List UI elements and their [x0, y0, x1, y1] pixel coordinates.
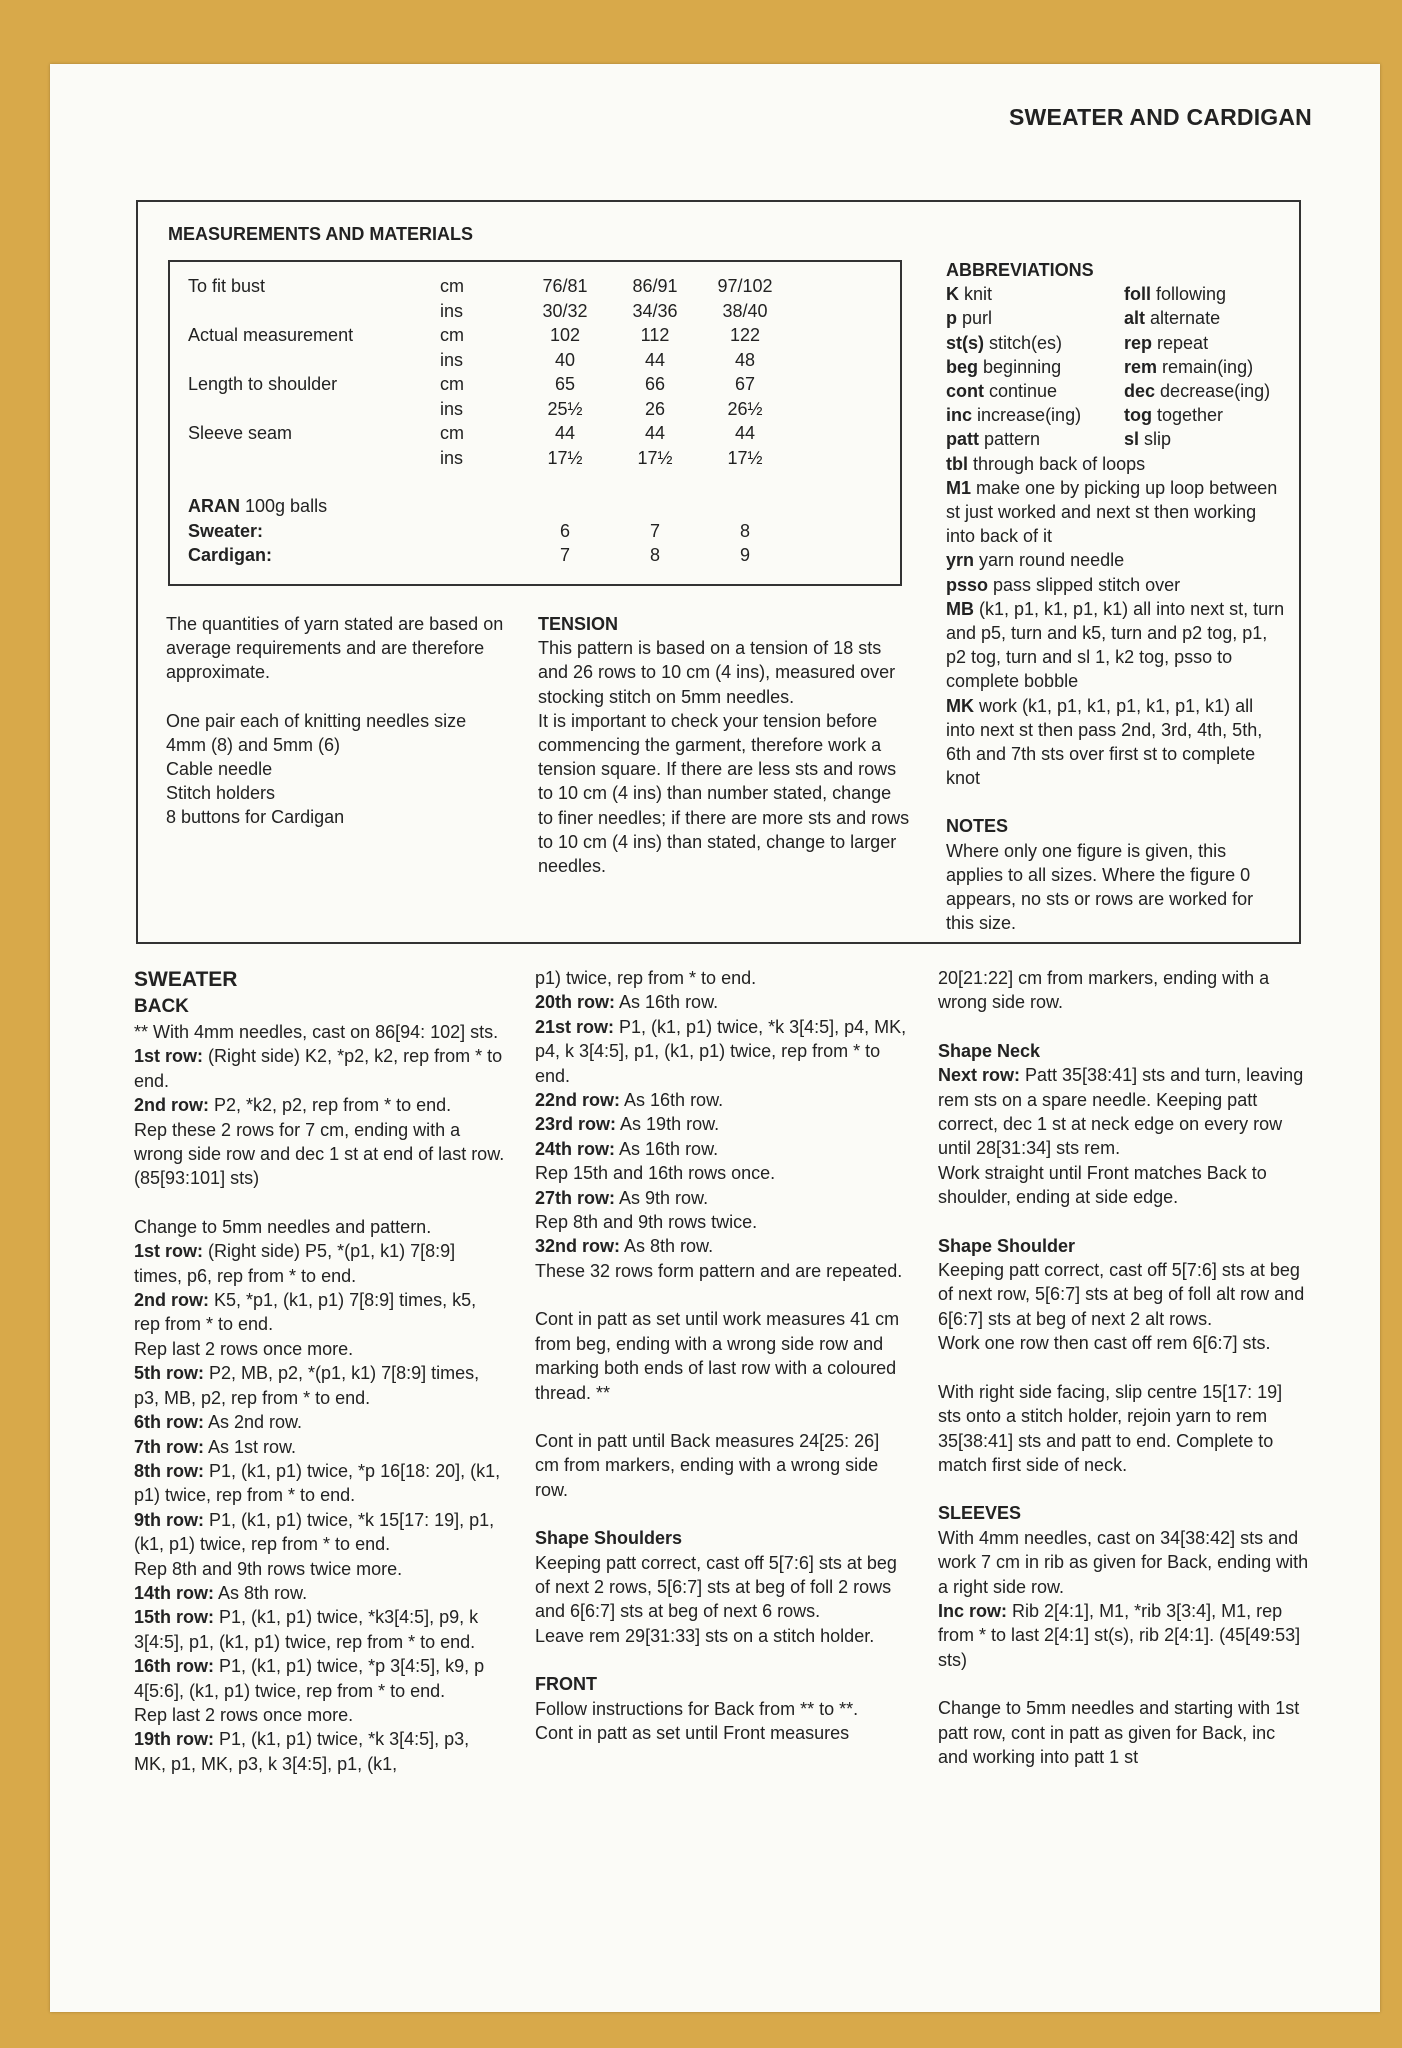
measurements-panel [136, 200, 1301, 944]
ball-count: 6 [559, 520, 570, 541]
front-text: Follow instructions for Back from ** to **. [535, 1698, 859, 1719]
neck-next-row: Next row: Patt 35[38:41] sts and turn, leaving rem sts on a spare needle. Keeping patt correct, dec 1 st at neck edge on every row until 28[31:34] sts rem. [938, 1065, 1304, 1159]
measurement-value: 25½ [547, 398, 583, 419]
abbreviation-entry [946, 597, 1286, 694]
cont-patt-2: Cont in patt until Back measures 24[25: 26] cm from markers, ending with a wrong side row. [535, 1430, 880, 1500]
measurement-unit: cm [440, 374, 464, 394]
measurement-row [188, 323, 790, 348]
measurement-label: To fit bust [188, 276, 266, 296]
quantities-note: The quantities of yarn stated are based on average requirements and are therefore approximate. [166, 614, 504, 683]
back-heading: BACK [134, 996, 189, 1017]
measurement-label [188, 348, 440, 373]
cardigan-label: Cardigan: [188, 545, 273, 565]
abbreviation-entry [946, 694, 1286, 791]
sweater-label: Sweater: [188, 520, 264, 541]
sweater-column-3 [938, 966, 1310, 1769]
measurements-heading: MEASUREMENTS AND MATERIALS [168, 224, 473, 244]
abbreviations-heading: ABBREVIATIONS [946, 260, 1094, 280]
measurement-row [188, 397, 790, 422]
yarn-row [188, 494, 790, 519]
change-needles-sleeve: Change to 5mm needles and starting with 1st patt row, cont in patt as given for Back, inc and working into patt 1 st [938, 1698, 1300, 1767]
abbr-def: pattern [984, 429, 1041, 450]
abbreviation-row [946, 331, 1286, 355]
cable-text: Cable needle [166, 759, 273, 780]
abbreviation-row [946, 427, 1286, 451]
abbr-def: together [1157, 405, 1224, 426]
cast-off-text: Work one row then cast off rem 6[6:7] sts. [938, 1333, 1271, 1354]
shape-shoulders-heading: Shape Shoulders [535, 1528, 683, 1549]
sweater-balls-row [188, 519, 790, 544]
abbreviation-row [946, 282, 1286, 306]
measurement-value: 65 [554, 374, 576, 394]
row-label: 2nd row: [134, 1095, 209, 1116]
abbr-term: st(s) [946, 332, 985, 353]
sleeves-heading: SLEEVES [938, 1503, 1022, 1524]
measurement-value: 34/36 [632, 300, 678, 321]
measurement-unit: ins [440, 300, 464, 321]
measurement-row [188, 421, 790, 446]
rib-row-1: 1st row: (Right side) K2, *p2, k2, rep from * to end. [134, 1046, 503, 1091]
abbr-def: decrease(ing) [1160, 381, 1271, 402]
abbr-term: alt [1124, 308, 1146, 329]
abbreviation-row [946, 379, 1286, 403]
abbr-def: following [1156, 284, 1227, 305]
patt-row-22: 22nd row: As 16th row. [535, 1090, 724, 1111]
abbr-term: yrn [946, 550, 975, 571]
measurement-label [188, 397, 440, 422]
abbr-term: foll [1124, 284, 1151, 305]
abbreviation-entry [946, 452, 1286, 476]
measurement-value: 76/81 [542, 276, 588, 296]
patt-row-14: 14th row: As 8th row. [134, 1582, 308, 1603]
measurement-value: 48 [734, 349, 756, 370]
patt-row-2: 2nd row: K5, *p1, (k1, p1) 7[8:9] times, k5, rep from * to end. [134, 1290, 477, 1335]
yarn-notes [166, 612, 506, 830]
measurement-unit: ins [440, 398, 464, 419]
leave-sts-text: Leave rem 29[31:33] sts on a stitch holder. [535, 1625, 875, 1646]
abbreviations-grid [946, 282, 1286, 451]
abbr-term: patt [946, 429, 979, 450]
patt-row-1: 1st row: (Right side) P5, *(p1, k1) 7[8:9] times, p6, rep from * to end. [134, 1241, 456, 1286]
measurement-label: Length to shoulder [188, 374, 338, 394]
measurement-value: 66 [644, 374, 666, 394]
abbreviation-row [946, 403, 1286, 427]
patt-row-19: 19th row: P1, (k1, p1) twice, *k 3[4:5], p3, MK, p1, MK, p3, k 3[4:5], p1, (k1, [134, 1729, 470, 1774]
abbr-def: (k1, p1, k1, p1, k1) all into next st, turn and p5, turn and k5, turn and p2 tog, p1, p2 tog, turn and sl 1, k2 tog, psso to complete bobble [946, 598, 1285, 692]
tension-heading: TENSION [538, 614, 619, 634]
patt-row-20: 20th row: As 16th row. [535, 992, 719, 1013]
abbr-def: purl [962, 308, 993, 329]
abbr-def: make one by picking up loop between st just worked and next st then working into back of it [946, 477, 1278, 547]
measurement-row [188, 446, 790, 471]
abbr-term: p [946, 308, 957, 329]
page-title: SWEATER AND CARDIGAN [1009, 104, 1312, 130]
measurement-label [188, 299, 440, 324]
abbr-term: K [946, 284, 959, 305]
measurement-value: 44 [644, 423, 666, 443]
tension-text-2: It is important to check your tension before commencing the garment, therefore work a tension square. If there are less sts and rows to 10 cm (4 ins) than number stated, change to finer needles; if there are more sts and rows to 10 cm (4 ins) than stated, change to larger needles. [538, 710, 910, 877]
abbr-def: stitch(es) [989, 332, 1063, 353]
measurement-value: 44 [734, 423, 756, 443]
measurement-value: 86/91 [632, 276, 678, 296]
abbr-term: rep [1124, 332, 1153, 353]
patt-row-5: 5th row: P2, MB, p2, *(p1, k1) 7[8:9] times, p3, MB, p2, rep from * to end. [134, 1363, 480, 1408]
measurements-table-box [168, 260, 902, 586]
measurement-unit: cm [440, 276, 464, 296]
patt-row-21: 21st row: P1, (k1, p1) twice, *k 3[4:5], p4, MK, p4, k 3[4:5], p1, (k1, p1) twice, rep from * to end. [535, 1016, 907, 1086]
patt-row-23: 23rd row: As 19th row. [535, 1114, 720, 1135]
ball-count: 7 [649, 520, 660, 541]
patt-row-7: 7th row: As 1st row. [134, 1436, 297, 1457]
patt-repeat-4: Rep 15th and 16th rows once. [535, 1163, 776, 1184]
abbr-term: MB [946, 598, 974, 619]
measurement-value: 26½ [727, 398, 763, 419]
abbr-term: inc [946, 405, 973, 426]
abbr-def: alternate [1150, 308, 1221, 329]
patt-row-27: 27th row: As 9th row. [535, 1187, 709, 1208]
patt-repeat-3: Rep last 2 rows once more. [134, 1704, 354, 1725]
abbr-def: pass slipped stitch over [993, 574, 1181, 595]
abbr-term: cont [946, 381, 984, 402]
abbreviation-row [946, 306, 1286, 330]
abbr-term: tbl [946, 453, 968, 474]
patt-row-15: 15th row: P1, (k1, p1) twice, *k3[4:5], p9, k 3[4:5], p1, (k1, p1) twice, rep from * to end. [134, 1607, 479, 1652]
patt-row-16: 16th row: P1, (k1, p1) twice, *p 3[4:5], k9, p 4[5:6], (k1, p1) twice, rep from * to end. [134, 1656, 485, 1701]
patt-row-6: 6th row: As 2nd row. [134, 1412, 303, 1433]
buttons-text: 8 buttons for Cardigan [166, 807, 345, 828]
row-19-cont: p1) twice, rep from * to end. [535, 968, 757, 988]
abbr-def: yarn round needle [979, 550, 1125, 571]
shape-neck-heading: Shape Neck [938, 1040, 1041, 1061]
measurement-value: 17½ [727, 447, 763, 468]
front-cont: 20[21:22] cm from markers, ending with a wrong side row. [938, 968, 1270, 1013]
measurement-label: Actual measurement [188, 325, 354, 345]
abbr-term: dec [1124, 381, 1156, 402]
measurement-value: 44 [554, 423, 576, 443]
measurement-value: 30/32 [542, 300, 588, 321]
abbr-def: increase(ing) [977, 405, 1082, 426]
sweater-heading: SWEATER [134, 968, 238, 991]
abbreviation-entry [946, 476, 1286, 549]
measurement-value: 38/40 [722, 300, 768, 321]
patt-row-8: 8th row: P1, (k1, p1) twice, *p 16[18: 20], (k1, p1) twice, rep from * to end. [134, 1460, 501, 1506]
measurement-value: 67 [734, 374, 756, 394]
patt-row-24: 24th row: As 16th row. [535, 1138, 719, 1159]
abbreviation-entry [946, 548, 1286, 572]
measurement-row [188, 299, 790, 324]
measurement-value: 112 [640, 325, 670, 345]
shape-shoulder-text: Keeping patt correct, cast off 5[7:6] sts at beg of next row, 5[6:7] sts at beg of foll alt row and 6[6:7] sts at beg of next 2 alt rows. [938, 1260, 1305, 1329]
abbr-term: M1 [946, 477, 972, 498]
work-straight: Work straight until Front matches Back to shoulder, ending at side edge. [938, 1162, 1267, 1208]
abbr-def: through back of loops [973, 453, 1146, 474]
sleeves-text: With 4mm needles, cast on 34[38:42] sts and work 7 cm in rib as given for Back, ending with a right side row. [938, 1527, 1309, 1597]
measurement-value: 26 [644, 398, 666, 419]
abbreviations-list [946, 452, 1286, 791]
yarn-desc: 100g balls [240, 496, 328, 516]
row-label: 1st row: [134, 1046, 204, 1067]
right-side-text: With right side facing, slip centre 15[17: 19] sts onto a stitch holder, rejoin yarn to rem 35[38:41] sts and patt to end. Complete to match first side of neck. [938, 1381, 1283, 1475]
abbreviations-section [946, 258, 1286, 935]
sweater-column-2 [535, 966, 907, 1745]
abbr-term: MK [946, 695, 974, 716]
abbr-term: rem [1124, 356, 1158, 377]
measurement-unit: ins [440, 349, 464, 370]
shape-shoulder-heading: Shape Shoulder [938, 1235, 1076, 1256]
measurement-value: 44 [644, 349, 666, 370]
patt-row-32: 32nd row: As 8th row. [535, 1236, 714, 1257]
ball-count: 9 [739, 545, 750, 565]
yarn-label: ARAN [188, 496, 240, 516]
measurement-label: Sleeve seam [188, 423, 293, 443]
abbr-term: psso [946, 574, 989, 595]
inc-row: Inc row: Rib 2[4:1], M1, *rib 3[3:4], M1, rep from * to last 2[4:1] st(s), rib 2[4:1]. (45[49:53] sts) [938, 1600, 1301, 1670]
abbreviation-row [946, 355, 1286, 379]
cont-patt-1: Cont in patt as set until work measures 41 cm from beg, ending with a wrong side row and marking both ends of last row with a coloured thread. ** [535, 1309, 900, 1403]
measurement-unit: ins [440, 447, 464, 468]
change-needles: Change to 5mm needles and pattern. [134, 1216, 432, 1237]
notes-heading: NOTES [946, 816, 1009, 837]
tension-text-1: This pattern is based on a tension of 18 sts and 26 rows to 10 cm (4 ins), measured over stocking stitch on 5mm needles. [538, 638, 896, 707]
patt-repeat-5: Rep 8th and 9th rows twice. [535, 1212, 758, 1233]
abbr-term: beg [946, 356, 979, 377]
patt-repeat: Rep last 2 rows once more. [134, 1338, 354, 1359]
measurement-label [188, 446, 440, 471]
back-intro: ** With 4mm needles, cast on 86[94: 102] sts. [134, 1022, 499, 1042]
rib-row-2: 2nd row: P2, *k2, p2, rep from * to end. [134, 1095, 452, 1116]
measurement-value: 122 [729, 325, 761, 345]
measurement-value: 17½ [547, 447, 583, 468]
measurement-row [188, 274, 790, 299]
abbr-term: sl [1124, 429, 1140, 450]
abbr-def: continue [989, 381, 1058, 402]
measurement-unit: cm [440, 423, 464, 443]
abbr-def: repeat [1157, 332, 1209, 353]
rib-repeat: Rep these 2 rows for 7 cm, ending with a wrong side row and dec 1 st at end of last row. (85[93:101] sts) [134, 1119, 505, 1189]
holders-text: Stitch holders [166, 783, 276, 804]
front-text-2: Cont in patt as set until Front measures [535, 1722, 850, 1743]
ball-count: 8 [739, 520, 750, 541]
abbreviation-entry [946, 573, 1286, 597]
patt-repeat-2: Rep 8th and 9th rows twice more. [134, 1558, 403, 1579]
sweater-column-1 [134, 966, 506, 1776]
measurement-value: 102 [549, 325, 581, 345]
measurement-row [188, 372, 790, 397]
abbr-def: slip [1144, 429, 1172, 450]
shape-shoulders-text: Keeping patt correct, cast off 5[7:6] sts at beg of next 2 rows, 5[6:7] sts at beg of foll 2 rows and 6[6:7] sts at beg of next 6 rows. [535, 1552, 897, 1622]
patt-row-9: 9th row: P1, (k1, p1) twice, *k 15[17: 19], p1, (k1, p1) twice, rep from * to end. [134, 1509, 495, 1555]
ball-count: 8 [649, 545, 660, 565]
abbr-def: work (k1, p1, k1, p1, k1, p1, k1) all into next st then pass 2nd, 3rd, 4th, 5th, 6th and 7th sts over first st to complete knot [946, 695, 1263, 789]
measurement-value: 40 [554, 349, 576, 370]
measurements-table [188, 274, 790, 568]
abbr-term: tog [1124, 405, 1152, 426]
notes-text: Where only one figure is given, this applies to all sizes. Where the figure 0 appears, no sts or rows are worked for this size. [946, 840, 1254, 934]
ball-count: 7 [559, 545, 570, 565]
cardigan-balls-row [188, 543, 790, 568]
abbr-def: beginning [983, 356, 1062, 377]
abbr-def: remain(ing) [1162, 356, 1254, 377]
measurement-value: 17½ [637, 447, 673, 468]
pattern-form-note: These 32 rows form pattern and are repeated. [535, 1260, 903, 1281]
measurement-value: 97/102 [717, 276, 773, 296]
front-heading: FRONT [535, 1674, 597, 1695]
measurement-unit: cm [440, 325, 464, 345]
tension-section [538, 612, 910, 878]
needles-text: One pair each of knitting needles size 4mm (8) and 5mm (6) [166, 710, 467, 755]
measurement-row [188, 348, 790, 373]
abbr-def: knit [964, 284, 993, 305]
